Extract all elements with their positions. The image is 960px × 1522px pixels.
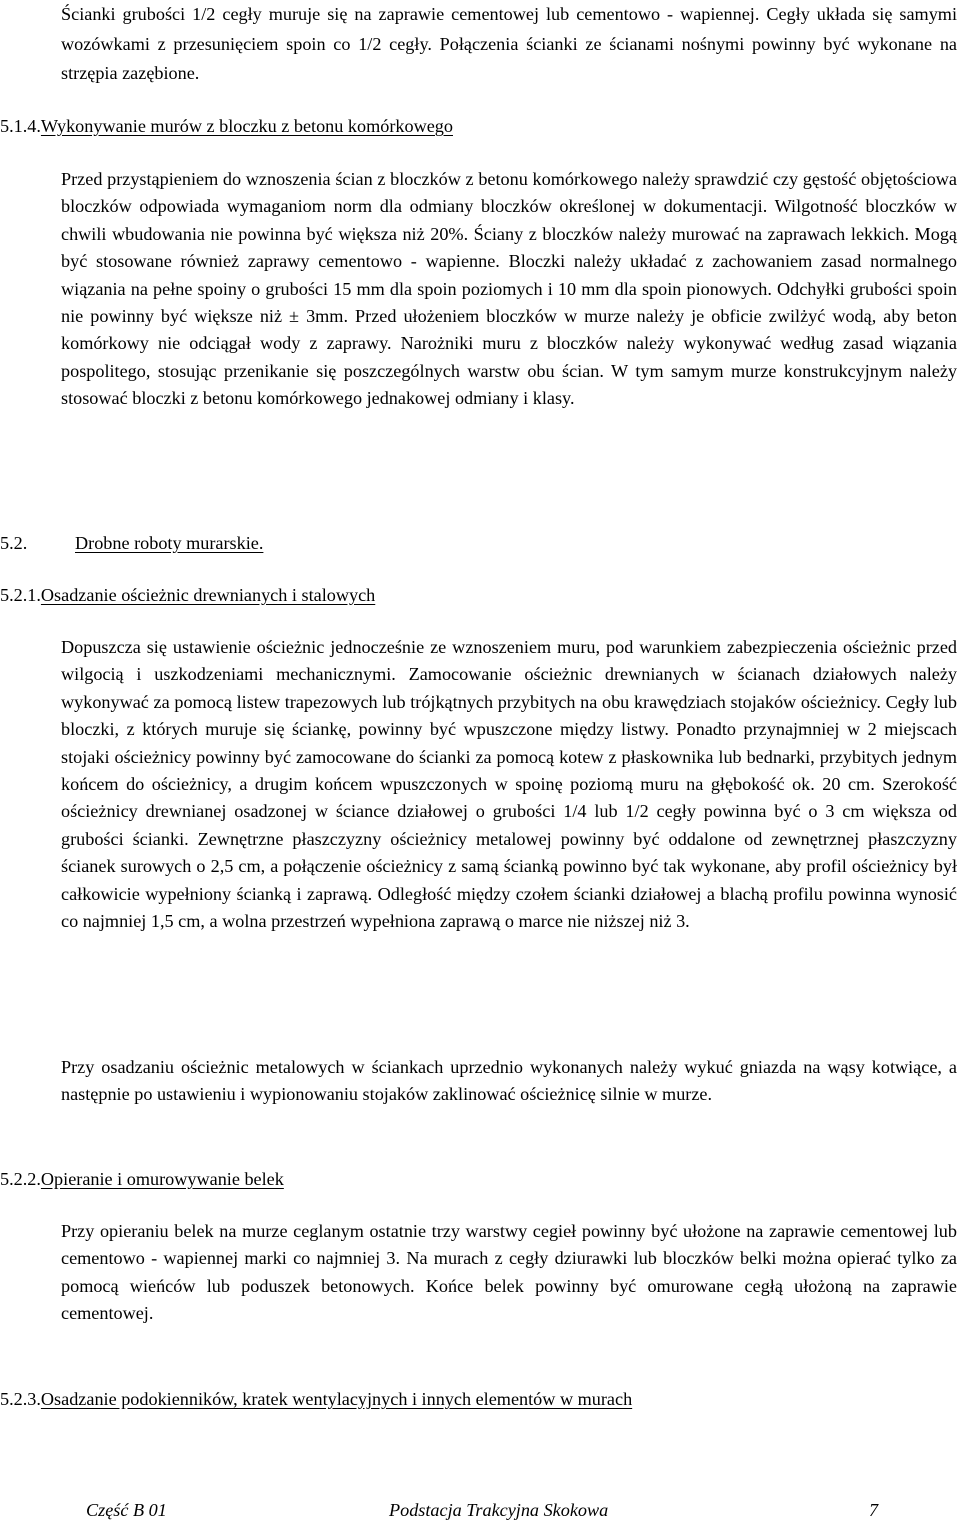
section-title: Wykonywanie murów z bloczku z betonu komórkowego: [40, 116, 453, 136]
footer-document-title: Podstacja Trakcyjna Skokowa: [389, 1500, 609, 1520]
section-5-2-3-heading: [0, 1387, 632, 1411]
intro-paragraph: Ścianki grubości 1/2 cegły muruje się na zaprawie cementowej lub cementowo - wapiennej. Cegły układa się samymi wozówkami z przesunięciem spoin co 1/2 cegły. Połączenia ścianki ze ścianami nośnymi powinny być wykonane na strzępia zazębione.: [61, 4, 957, 83]
section-title: Osadzanie podokienników, kratek wentylacyjnych i innych elementów w murach: [40, 1389, 633, 1409]
section-title: Osadzanie ościeżnic drewnianych i stalowych: [40, 585, 376, 605]
section-5-2-1-heading: [0, 583, 375, 607]
section-title: Opieranie i omurowywanie belek: [40, 1169, 284, 1189]
section-5-2-2-body: Przy opieraniu belek na murze ceglanym ostatnie trzy warstwy cegieł powinny być ułożone na zaprawie cementowej lub cementowo - wapiennej marki co najmniej 3. Na murach z cegły dziurawki lub bloczków belki można opierać tylko za pomocą wieńców lub poduszek betonowych. Końce belek powinny być omurowane cegłą ułożoną na zaprawie cementowej.: [61, 1221, 957, 1324]
footer-page-number: 7: [869, 1500, 879, 1520]
section-5-1-4-body: Przed przystąpieniem do wznoszenia ścian z bloczków z betonu komórkowego należy sprawdzić czy gęstość objętościowa bloczków odpowiada wymaganiom norm dla odmiany bloczków określonej w dokumentacji. Wilgotność bloczków w chwili wbudowania nie powinna być większa niż 20%. Ściany z bloczków należy murować na zaprawach lekkich. Mogą być stosowane również zaprawy cementowo - wapienne. Bloczki należy układać z zachowaniem zasad normalnego wiązania na pełne spoiny o grubości 15 mm dla spoin poziomych i 10 mm dla spoin pionowych. Odchyłki grubości spoin nie powinny być większe niż ± 3mm. Przed ułożeniem bloczków w murze należy je obficie zwilżyć wodą, aby beton komórkowy nie odciągał wody z zaprawy. Narożniki muru z bloczków należy wykonywać według zasad wiązania pospolitego, stosując przenikanie się poszczególnych warstw obu ścian. W tym samym murze konstrukcyjnym należy stosować bloczki z betonu komórkowego jednakowej odmiany i klasy.: [61, 169, 957, 409]
section-number: 5.1.4.: [0, 116, 41, 136]
section-5-2-2-heading: [0, 1167, 284, 1191]
section-title: Drobne roboty murarskie.: [75, 533, 264, 553]
section-number: 5.2.: [0, 533, 28, 553]
section-5-1-4-heading: [0, 114, 453, 138]
section-number: 5.2.1.: [0, 585, 41, 605]
section-number: 5.2.3.: [0, 1389, 41, 1409]
footer-part: Część B 01: [86, 1500, 167, 1520]
section-5-2-heading: [0, 531, 263, 555]
section-5-2-1-body-2: Przy osadzaniu ościeżnic metalowych w ściankach uprzednio wykonanych należy wykuć gniazda na wąsy kotwiące, a następnie po ustawieniu i wypionowaniu stojaków zaklinować ościeżnicę silnie w murze.: [61, 1057, 957, 1105]
section-number: 5.2.2.: [0, 1169, 41, 1189]
section-5-2-1-body-1: Dopuszcza się ustawienie ościeżnic jednocześnie ze wznoszeniem muru, pod warunkiem zabezpieczenia ościeżnic przed wilgocią i uszkodzeniami mechanicznymi. Zamocowanie ościeżnic drewnianych w ścianach działowych należy wykonywać za pomocą listew trapezowych lub trójkątnych przybitych na obu krawędziach stojaków ościeżnicy. Cegły lub bloczki, z których muruje się ściankę, powinny być wpuszczone między listwy. Ponadto przynajmniej w 2 miejscach stojaki ościeżnicy powinny być zamocowane do ścianki za pomocą kotew z płaskownika lub bednarki, przybitych jednym końcem do ościeżnicy, a drugim końcem wpuszczonych w spoinę poziomą muru na głębokość ok. 20 cm. Szerokość ościeżnicy drewnianej osadzonej w ściance działowej o grubości 1/4 lub 1/2 cegły powinna być o 3 cm większa od grubości ścianki. Zewnętrzne płaszczyzny ościeżnicy metalowej powinny być oddalone od zewnętrznej płaszczyzny ścianek surowych o 2,5 cm, a połączenie ościeżnicy z samą ścianką powinno być tak wykonane, aby profil ościeżnicy był całkowicie wypełniony ścianką i zaprawą. Odległość między czołem ścianki działowej a blachą profilu powinna wynosić co najmniej 1,5 cm, a wolna przestrzeń wypełniona zaprawą o marce nie niższej niż 3.: [61, 637, 957, 932]
